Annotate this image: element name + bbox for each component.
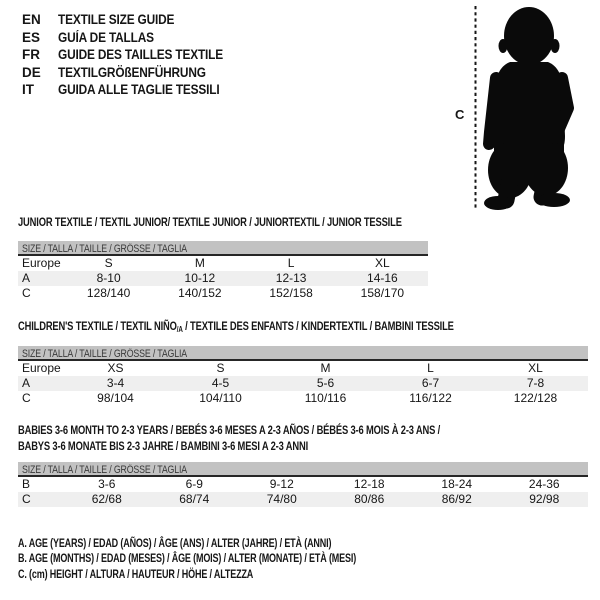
size-cell: 3-4 — [106, 376, 125, 390]
language-row — [22, 46, 246, 64]
table-row-age-months — [18, 477, 588, 492]
row-label: A — [22, 271, 31, 285]
language-title: GUÍA DE TALLAS — [58, 29, 154, 45]
size-cell: 92/98 — [529, 492, 560, 506]
row-label: Europe — [22, 361, 61, 375]
babies-size-table — [18, 462, 588, 507]
size-cell: 6-7 — [421, 376, 440, 390]
size-cell: M — [320, 361, 331, 375]
row-label: B — [22, 477, 31, 491]
size-cell: S — [216, 361, 225, 375]
size-header-label: SIZE / TALLA / TAILLE / GRÖSSE / TAGLIA — [22, 464, 187, 476]
language-code: IT — [22, 82, 34, 98]
language-code: DE — [22, 64, 41, 80]
row-label: A — [22, 376, 31, 390]
children-size-table — [18, 346, 588, 406]
size-cell: 8-10 — [96, 271, 121, 285]
size-cell: 6-9 — [185, 477, 203, 491]
language-code: EN — [22, 12, 41, 28]
language-title: TEXTILGRÖßENFÜHRUNG — [58, 64, 206, 80]
size-cell: 122/128 — [513, 391, 558, 405]
size-cell: 24-36 — [528, 477, 560, 491]
size-header-bar — [18, 346, 588, 361]
size-cell: XL — [528, 361, 543, 375]
size-cell: 12-18 — [353, 477, 385, 491]
size-cell: S — [104, 256, 113, 270]
size-cell: XS — [107, 361, 124, 375]
size-cell: 110/116 — [304, 391, 347, 405]
table-row-europe — [18, 361, 588, 376]
table-row-europe — [18, 256, 428, 271]
size-cell: 5-6 — [316, 376, 335, 390]
height-measure-label: C — [455, 107, 465, 122]
size-cell: 4-5 — [211, 376, 230, 390]
table-row-height — [18, 391, 588, 406]
baby-silhouette — [470, 4, 576, 212]
measurement-notes — [18, 536, 469, 582]
size-cell: 62/68 — [91, 492, 122, 506]
note-age-months: B. AGE (MONTHS) / EDAD (MESES) / ÂGE (MOIS) / ALTER (MONATE) / ETÀ (MESI) — [18, 551, 357, 566]
table-row-age — [18, 271, 428, 286]
note-height: C. (cm) HEIGHT / ALTURA / HAUTEUR / HÖHE / ALTEZZA — [18, 566, 254, 581]
junior-section-title: JUNIOR TEXTILE / TEXTIL JUNIOR/ TEXTILE JUNIOR / JUNIORTEXTIL / JUNIOR TESSILE — [18, 215, 402, 229]
size-cell: 158/170 — [360, 286, 405, 300]
language-title-list — [22, 11, 246, 99]
size-cell: 18-24 — [441, 477, 473, 491]
size-header-bar — [18, 241, 428, 256]
table-row-age — [18, 376, 588, 391]
size-header-label: SIZE / TALLA / TAILLE / GRÖSSE / TAGLIA — [22, 348, 187, 360]
row-label: C — [22, 492, 31, 506]
size-cell: M — [194, 256, 205, 270]
babies-section-title: BABIES 3-6 MONTH TO 2-3 YEARS / BEBÉS 3-6 MESES A 2-3 AÑOS / BÉBÉS 3-6 MOIS À 2-3 ANS / BABYS 3-6 MONATE BIS 2-3 JAHRE / BAMBINI 3-6 MESI A 2-3 ANNI — [18, 423, 441, 453]
size-header-label: SIZE / TALLA / TAILLE / GRÖSSE / TAGLIA — [22, 243, 187, 255]
size-cell: XL — [375, 256, 390, 270]
size-cell: 74/80 — [266, 492, 297, 506]
title-subscript: /A — [176, 325, 183, 334]
language-code: FR — [22, 47, 40, 63]
language-title: GUIDE DES TAILLES TEXTILE — [58, 47, 224, 63]
table-row-height — [18, 492, 588, 507]
row-label: Europe — [22, 256, 61, 270]
note-age-years: A. AGE (YEARS) / EDAD (AÑOS) / ÂGE (ANS) / ALTER (JAHRE) / ETÀ (ANNI) — [18, 536, 332, 550]
size-cell: 98/104 — [97, 391, 134, 405]
size-cell: L — [287, 256, 295, 270]
size-header-bar — [18, 462, 588, 477]
size-cell: 14-16 — [367, 271, 398, 285]
size-cell: 140/152 — [178, 286, 222, 300]
language-title: TEXTILE SIZE GUIDE — [58, 12, 175, 28]
size-cell: 116/122 — [409, 391, 452, 405]
children-section-title: CHILDREN'S TEXTILE / TEXTIL $NIÑO_{/A}$ / TEXTILE DES ENFANTS / KINDERTEXTIL / BAMBINI TESSILE — [18, 319, 454, 334]
language-title: GUIDA ALLE TAGLIE TESSILI — [58, 82, 220, 98]
size-cell: 152/158 — [269, 286, 313, 300]
language-row — [22, 64, 246, 82]
language-code: ES — [22, 29, 41, 45]
size-cell: 10-12 — [184, 271, 216, 285]
size-cell: 80/86 — [354, 492, 385, 506]
size-cell: 7-8 — [526, 376, 545, 390]
junior-size-table — [18, 241, 428, 301]
language-row — [22, 11, 246, 29]
size-cell: 86/92 — [441, 492, 472, 506]
table-row-height — [18, 286, 428, 301]
size-cell: 104/110 — [199, 391, 242, 405]
size-cell: 128/140 — [86, 286, 131, 300]
size-cell: 3-6 — [98, 477, 116, 491]
language-row — [22, 81, 246, 99]
language-row — [22, 29, 246, 47]
row-label: C — [22, 391, 31, 405]
size-cell: 68/74 — [179, 492, 210, 506]
size-cell: 12-13 — [275, 271, 307, 285]
size-cell: L — [427, 361, 434, 375]
size-cell: 9-12 — [269, 477, 294, 491]
row-label: C — [22, 286, 31, 300]
